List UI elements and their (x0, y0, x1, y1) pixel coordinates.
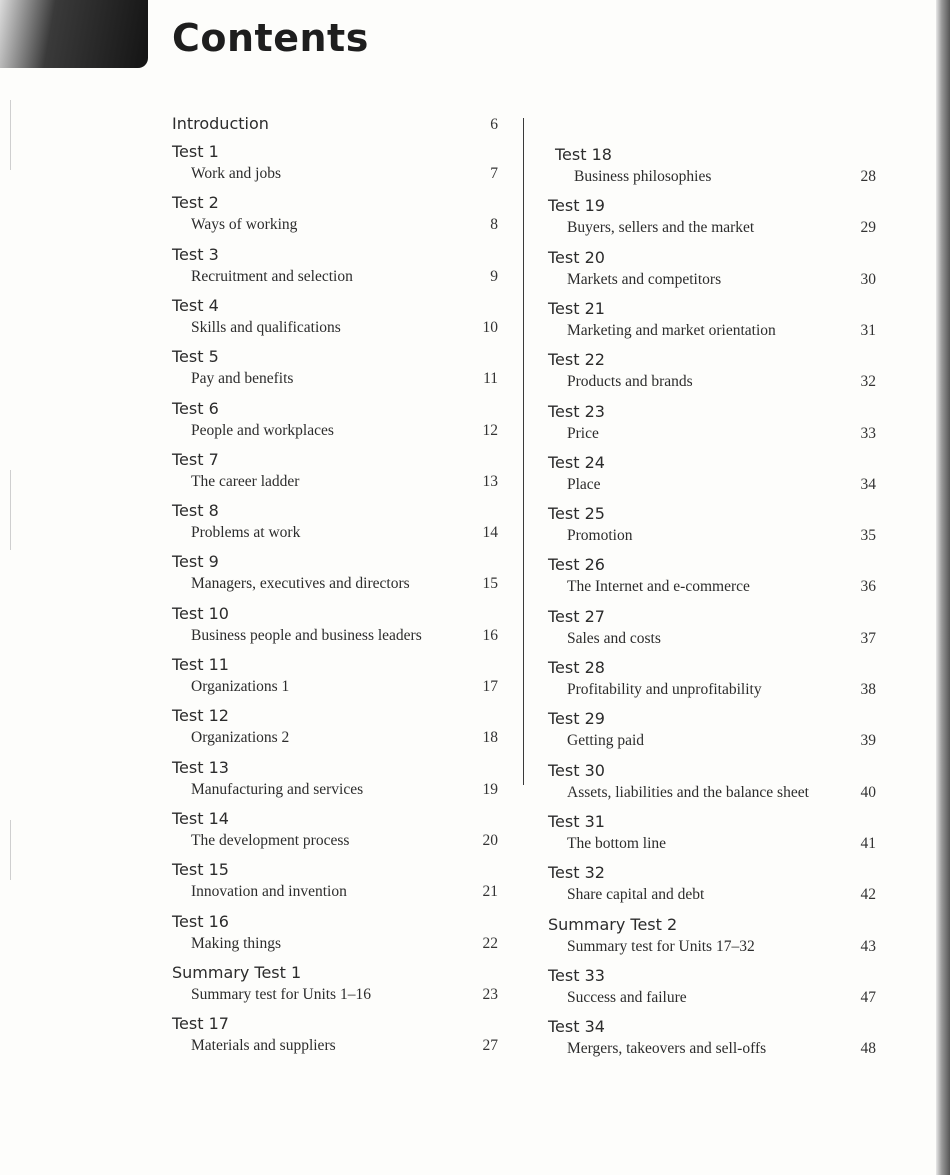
entry-page-number: 36 (860, 578, 876, 596)
entry-subtitle: People and workplaces (191, 421, 334, 439)
entry-page-number: 12 (482, 421, 498, 439)
entry-heading: Test 19 (548, 196, 605, 216)
entry-heading: Test 3 (172, 244, 219, 264)
entry-subtitle: Organizations 2 (191, 729, 290, 747)
entry-heading: Test 23 (548, 401, 605, 421)
entry-subtitle: Success and failure (567, 988, 687, 1006)
entry-page-number: 19 (482, 780, 498, 798)
entry-subtitle: Profitability and unprofitability (567, 681, 762, 698)
entry-page-number: 18 (482, 729, 498, 747)
entry-heading: Test 32 (548, 863, 605, 883)
entry-heading: Summary Test 1 (172, 962, 302, 982)
entry-subtitle: The career ladder (191, 472, 300, 490)
entry-subtitle: Mergers, takeovers and sell-offs (567, 1040, 767, 1058)
entry-subtitle: Marketing and market orientation (567, 321, 776, 339)
entry-page-number: 29 (860, 219, 876, 237)
entry-page-number: 40 (860, 783, 876, 801)
entry-heading: Test 24 (548, 452, 605, 472)
entry-subtitle: Work and jobs (191, 165, 282, 182)
entry-heading: Test 6 (172, 398, 219, 418)
entry-page-number: 42 (860, 886, 876, 904)
entry-heading: Test 4 (172, 295, 219, 315)
entry-subtitle: Recruitment and selection (191, 267, 353, 285)
entry-subtitle: Problems at work (191, 524, 301, 542)
entry-subtitle: Assets, liabilities and the balance sheet (567, 783, 809, 801)
entry-heading: Test 33 (548, 965, 605, 985)
entry-heading: Test 12 (172, 706, 229, 726)
entry-subtitle: Markets and competitors (567, 270, 722, 288)
entry-page-number: 27 (482, 1037, 498, 1055)
entry-heading: Test 10 (172, 603, 229, 623)
entry-heading: Test 15 (172, 860, 229, 880)
entry-page-number: 31 (860, 321, 876, 339)
entry-page-number: 16 (482, 626, 498, 644)
entry-page-number: 13 (482, 472, 498, 490)
entry-subtitle: The Internet and e-commerce (567, 578, 750, 596)
entry-subtitle: Innovation and invention (191, 883, 347, 901)
entry-page-number: 32 (860, 373, 876, 391)
column-divider (523, 118, 524, 785)
entry-heading: Test 30 (548, 760, 605, 780)
entry-heading: Test 5 (172, 347, 219, 367)
entry-subtitle: The development process (191, 831, 350, 849)
entry-heading: Test 2 (172, 193, 219, 213)
entry-heading: Test 25 (548, 504, 605, 524)
entry-page-number: 38 (860, 681, 876, 698)
entry-page-number: 22 (482, 934, 498, 952)
entry-heading: Test 16 (172, 911, 229, 931)
entry-subtitle: Place (567, 475, 601, 493)
entry-page-number: 23 (482, 985, 498, 1003)
entry-page-number: 20 (482, 831, 498, 849)
entry-page-number: 21 (482, 883, 498, 901)
entry-page-number: 17 (482, 678, 498, 695)
entry-heading: Test 27 (548, 606, 605, 626)
entry-heading: Test 7 (172, 449, 219, 469)
entry-page-number: 35 (860, 527, 876, 545)
entry-subtitle: Organizations 1 (191, 678, 290, 695)
entry-heading: Test 34 (548, 1017, 605, 1037)
entry-heading: Test 11 (172, 655, 229, 674)
entry-subtitle: Materials and suppliers (191, 1037, 336, 1055)
entry-heading: Test 17 (172, 1014, 229, 1034)
entry-subtitle: Share capital and debt (567, 886, 705, 904)
entry-subtitle: Sales and costs (567, 629, 661, 647)
entry-page-number: 39 (860, 732, 876, 750)
entry-page-number: 48 (860, 1040, 876, 1058)
entry-subtitle: Business philosophies (574, 168, 712, 185)
entry-heading: Test 28 (548, 658, 605, 677)
entry-heading: Summary Test 2 (548, 914, 678, 934)
entry-heading: Test 22 (548, 350, 605, 370)
entry-page-number: 9 (490, 267, 498, 285)
entry-page-number: 47 (860, 988, 876, 1006)
entry-page-number: 28 (860, 168, 876, 185)
entry-heading: Test 13 (172, 757, 229, 777)
entry-subtitle: Managers, executives and directors (191, 575, 410, 593)
margin-mark (10, 470, 11, 550)
page-title: Contents (172, 16, 369, 60)
entry-subtitle: Ways of working (191, 216, 298, 234)
entry-heading: Test 1 (172, 142, 219, 161)
entry-subtitle: Making things (191, 934, 281, 952)
entry-subtitle: The bottom line (567, 834, 667, 852)
entry-heading: Test 20 (548, 247, 605, 267)
entry-heading: Test 18 (555, 145, 612, 164)
entry-page-number: 11 (483, 370, 498, 388)
entry-subtitle: Business people and business leaders (191, 626, 422, 644)
entry-page-number: 10 (482, 318, 498, 336)
entry-subtitle: Skills and qualifications (191, 318, 341, 336)
entry-page-number: 37 (860, 629, 876, 647)
entry-heading: Test 21 (548, 298, 605, 318)
entry-heading: Test 8 (172, 501, 219, 521)
book-spine-shadow (936, 0, 950, 1175)
entry-page-number: 33 (860, 424, 876, 442)
entry-subtitle: Pay and benefits (191, 370, 294, 388)
entry-subtitle: Manufacturing and services (191, 780, 364, 798)
entry-heading: Introduction (172, 114, 269, 133)
entry-subtitle: Price (567, 424, 599, 442)
entry-page-number: 43 (860, 937, 876, 955)
entry-subtitle: Promotion (567, 527, 633, 545)
entry-subtitle: Summary test for Units 17–32 (567, 937, 755, 955)
entry-subtitle: Products and brands (567, 373, 693, 391)
entry-page-number: 8 (490, 216, 498, 234)
entry-heading: Test 9 (172, 552, 219, 572)
entry-page-number: 30 (860, 270, 876, 288)
entry-page-number: 15 (482, 575, 498, 593)
entry-page-number: 7 (490, 165, 498, 182)
entry-subtitle: Getting paid (567, 732, 645, 750)
margin-mark (10, 820, 11, 880)
entry-page-number: 34 (860, 475, 876, 493)
entry-heading: Test 26 (548, 555, 605, 575)
entry-heading: Test 31 (548, 811, 605, 831)
corner-tab-block (0, 0, 148, 68)
entry-page-number: 41 (860, 834, 876, 852)
entry-subtitle: Summary test for Units 1–16 (191, 985, 371, 1003)
entry-page-number: 14 (482, 524, 498, 542)
margin-mark (10, 100, 11, 170)
entry-page-number: 6 (490, 116, 498, 133)
entry-heading: Test 14 (172, 808, 229, 828)
entry-heading: Test 29 (548, 709, 605, 729)
entry-subtitle: Buyers, sellers and the market (567, 219, 755, 237)
